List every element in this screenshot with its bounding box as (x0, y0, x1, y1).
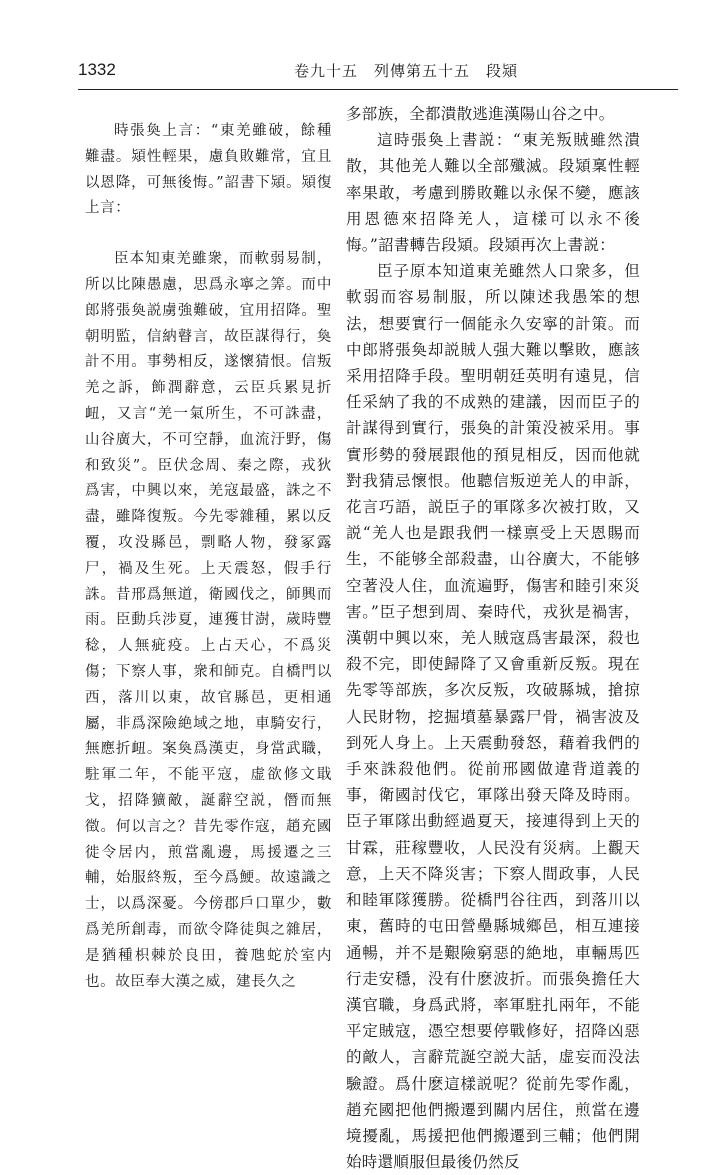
translation-continued-line: 多部族，全都潰散逃進漢陽山谷之中。 (346, 105, 615, 123)
original-intro-paragraph: 時張奐上言：“東羌雖破，餘種難盡。熲性輕果，慮負敗難常，宜且以恩降，可無後悔。”詔書下熲。熲復上言： (85, 123, 332, 217)
translation-column (346, 101, 640, 1175)
running-header (78, 56, 678, 82)
translation-memorial-paragraph: 臣子原本知道東羌雖然人口衆多，但軟弱而容易制服，所以陳述我愚笨的想法，想要實行一個能永久安寧的計策。而中郎將張奐却説賊人强大難以擊敗，應該采用招降手段。聖明朝廷英明有遠見，信任采納了我的不成熟的建議，因而臣子的計謀得到實行，張奐的計策没被采用。事實形勢的發展跟他的預見相反，因而他就對我猜忌懷恨。他聽信叛逆羌人的申訴，花言巧語，説臣子的軍隊多次被打敗，又説“羌人也是跟我們一樣禀受上天恩賜而生，不能够全部殺盡，山谷廣大，不能够空著没人住，血流遍野，傷害和睦引來災害。”臣子想到周、秦時代，戎狄是禍害，漢朝中興以來，羌人賊寇爲害最深，殺也殺不完，即使歸降了又會重新反叛。現在先零等部族，多次反叛，攻破縣城，搶掠人民財物，挖掘墳墓暴露尸骨，禍害波及到死人身上。上天震動發怒，藉着我們的手來誅殺他們。從前邢國做違背道義的事，衛國討伐它，軍隊出發天降及時雨。臣子軍隊出動經過夏天，接連得到上天的甘霖，莊稼豐收，人民没有災病。上觀天意，上天不降災害；下察人間政事，人民和睦軍隊獲勝。從橋門谷往西，到落川以東，舊時的屯田營壘縣城鄉邑，相互連接通暢，并不是艱險窮惡的絶地，車輛馬匹行走安穩，没有什麽波折。而張奐擔任大漢官職，身爲武將，率軍駐扎兩年，不能平定賊寇，憑空想要停戰修好，招降凶惡的敵人，言辭荒誕空説大話，虚妄而没法驗證。爲什麽這樣説呢？從前先零作亂，趙充國把他們搬遷到關内居住，煎當在邊境擾亂，馬援把他們搬遷到三輔；他們開始時還順服但最後仍然反 (346, 262, 640, 1172)
header-rule (78, 89, 678, 90)
original-memorial-paragraph: 臣本知東羌雖衆，而軟弱易制，所以比陳愚慮，思爲永寧之筭。而中郎將張奐説虜強難破，宜用招降。聖朝明監，信納瞽言，故臣謀得行，奐計不用。事勢相反，遂懷猜恨。信叛羌之訴，飾潤辭意，云臣兵累見折衄，又言“羌一氣所生，不可誅盡，山谷廣大，不可空靜，血流汙野，傷和致災”。臣伏念周、秦之際，戎狄爲害，中興以來，羌寇最盛，誅之不盡，雖降復叛。今先零雜種，累以反覆，攻没縣邑，剽略人物，發冢露尸，禍及生死。上天震怒，假手行誅。昔邢爲無道，衛國伐之，師興而雨。臣動兵涉夏，連獲甘澍，歲時豐稔，人無疵疫。上占天心，不爲災傷；下察人事，衆和師克。自橋門以西，落川以東，故官縣邑，更相通屬，非爲深險絶域之地，車騎安行，無應折衄。案奐爲漢吏，身當武職，駐軍二年，不能平寇，虚欲修文戢戈，招降獷敵，誕辭空説，僭而無徵。何以言之？昔先零作寇，趙充國徙令居内，煎當亂邊，馬援遷之三輔，始服終叛，至今爲鯁。故遠識之士，以爲深憂。今傍郡戶口單少，數爲羌所創毒，而欲令降徒與之雜居，是猶種枳棘於良田，養虺蛇於室内也。故臣奉大漢之威，建長久之 (85, 251, 332, 990)
running-title: 卷九十五 列傳第五十五 段熲 (294, 62, 519, 80)
page-number: 1332 (78, 60, 116, 79)
original-text-column (85, 119, 332, 995)
translation-intro-paragraph: 這時張奐上書説：“東羌叛賊雖然潰散，其他羌人難以全部殲滅。段熲稟性輕率果敢，考慮到勝敗難以永保不變，應該用恩德來招降羌人，這樣可以永不後悔。”詔書轉告段熲。段熲再次上書説： (346, 131, 640, 255)
